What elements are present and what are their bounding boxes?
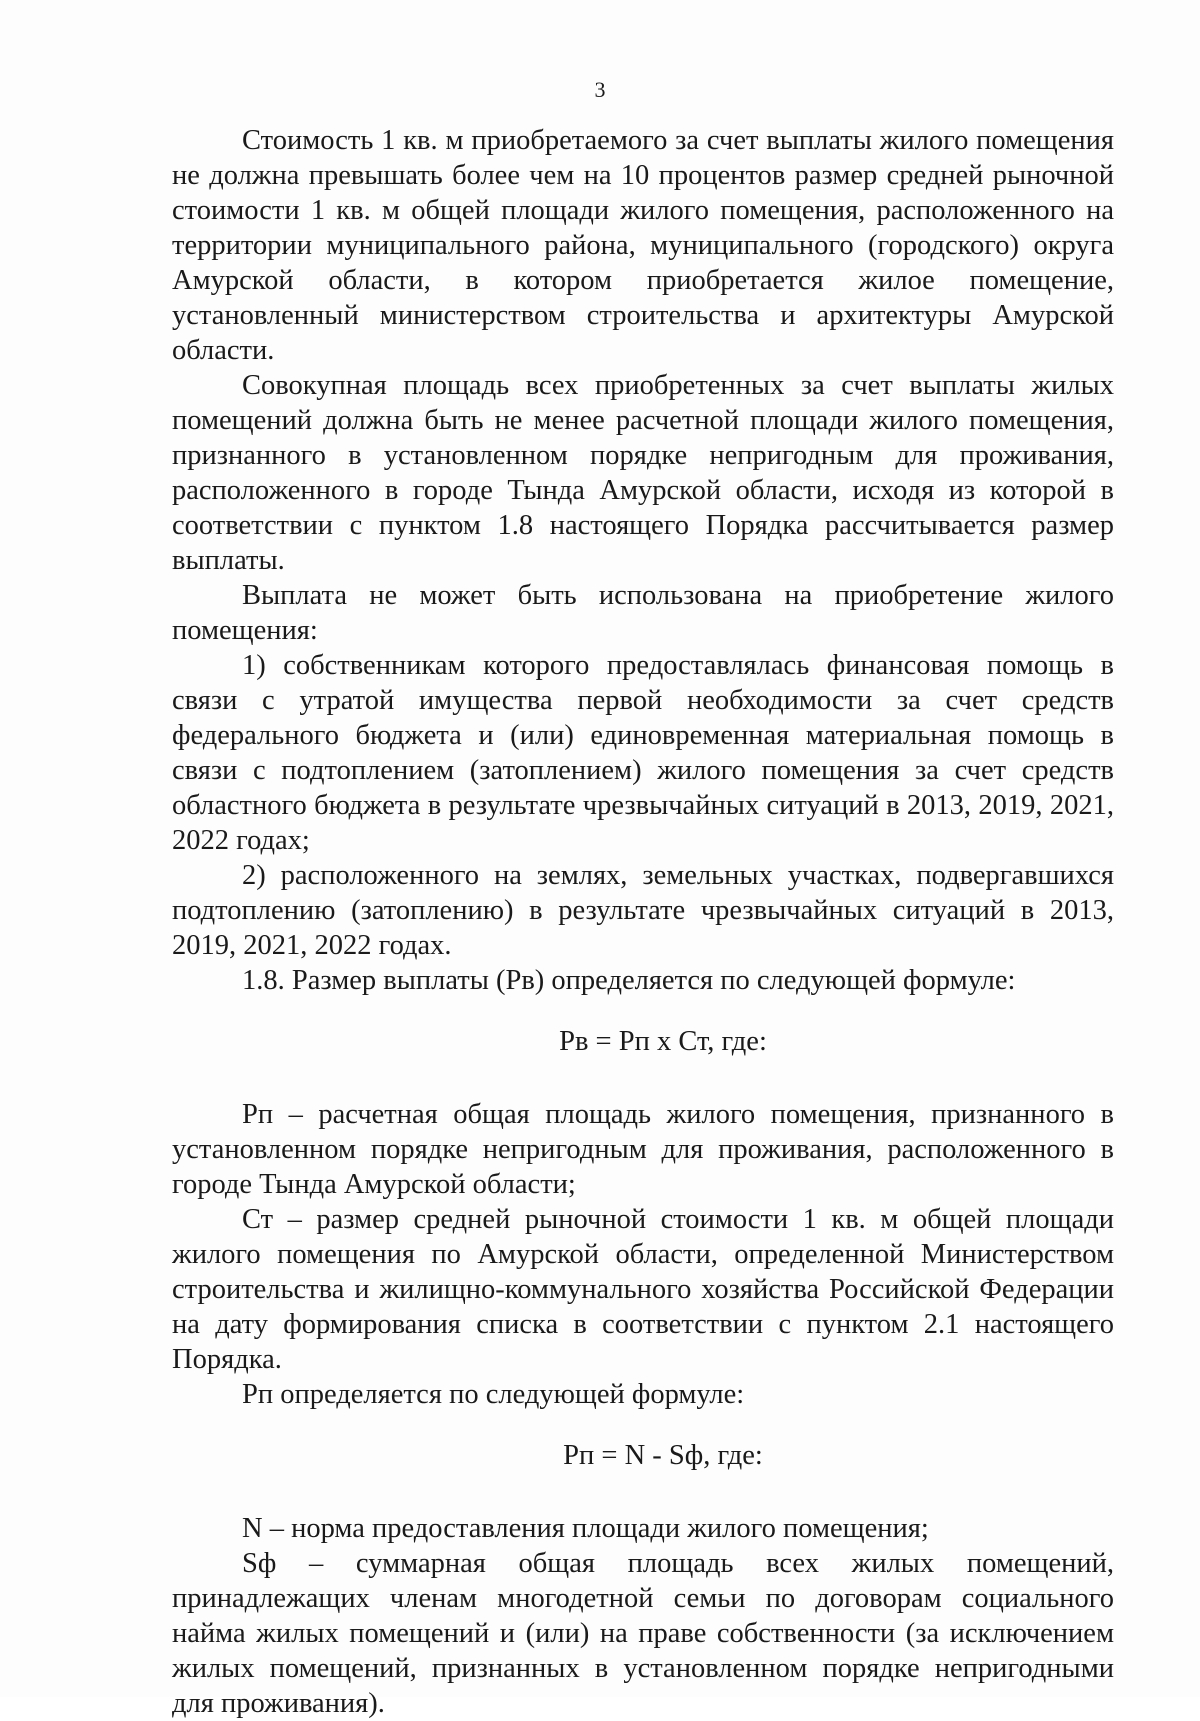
paragraph-restrictions-intro: Выплата не может быть использована на приобретение жилого помещения: — [172, 580, 1114, 646]
definition-st: Ст – размер средней рыночной стоимости 1 кв. м общей площади жилого помещения по Амурской области, определенной Министерством строительства и жилищно-коммунального хозяйства Российской Федерации на дату формирования списка в соответствии с пунктом 2.1 настоящего Порядка. — [172, 1204, 1114, 1375]
paragraph-price-limit: Стоимость 1 кв. м приобретаемого за счет выплаты жилого помещения не должна превышать более чем на 10 процентов размер средней рыночной стоимости 1 кв. м общей площади жилого помещения, расположенного на территории муниципального района, муниципального (городского) округа Амурской области, в котором приобретается жилое помещение, установленный министерством строительства и архитектуры Амурской области. — [172, 125, 1114, 366]
paragraph-section-1-8: 1.8. Размер выплаты (Рв) определяется по следующей формуле: — [242, 965, 1016, 996]
formula-payment-size: Рв = Рп х Ст, где: — [559, 1026, 767, 1057]
list-item-restriction-2: 2) расположенного на землях, земельных участках, подвергавшихся подтоплению (затоплению) в результате чрезвычайных ситуаций в 2013, 2019, 2021, 2022 годах. — [172, 860, 1114, 961]
definition-n: N – норма предоставления площади жилого помещения; — [242, 1513, 929, 1544]
page-number: 3 — [594, 77, 606, 102]
document-body — [172, 123, 1114, 1721]
formula-calculated-area: Рп = N - Sф, где: — [563, 1440, 763, 1471]
definition-rp: Рп – расчетная общая площадь жилого помещения, признанного в установленном порядке непригодным для проживания, расположенного в городе Тында Амурской области; — [172, 1099, 1114, 1200]
paragraph-rp-formula-intro: Рп определяется по следующей формуле: — [242, 1379, 745, 1410]
definition-sf: Sф – суммарная общая площадь всех жилых помещений, принадлежащих членам многодетной семьи по договорам социального найма жилых помещений и (или) на праве собственности (за исключением жилых помещений, признанных в установленном порядке непригодными для проживания). — [172, 1548, 1114, 1719]
paragraph-total-area: Совокупная площадь всех приобретенных за счет выплаты жилых помещений должна быть не менее расчетной площади жилого помещения, признанного в установленном порядке непригодным для проживания, расположенного в городе Тында Амурской области, исходя из которой в соответствии с пунктом 1.8 настоящего Порядка рассчитывается размер выплаты. — [172, 370, 1114, 576]
list-item-restriction-1: 1) собственникам которого предоставлялась финансовая помощь в связи с утратой имущества первой необходимости за счет средств федерального бюджета и (или) единовременная материальная помощь в связи с подтоплением (затоплением) жилого помещения за счет средств областного бюджета в результате чрезвычайных ситуаций в 2013, 2019, 2021, 2022 годах; — [172, 650, 1114, 856]
